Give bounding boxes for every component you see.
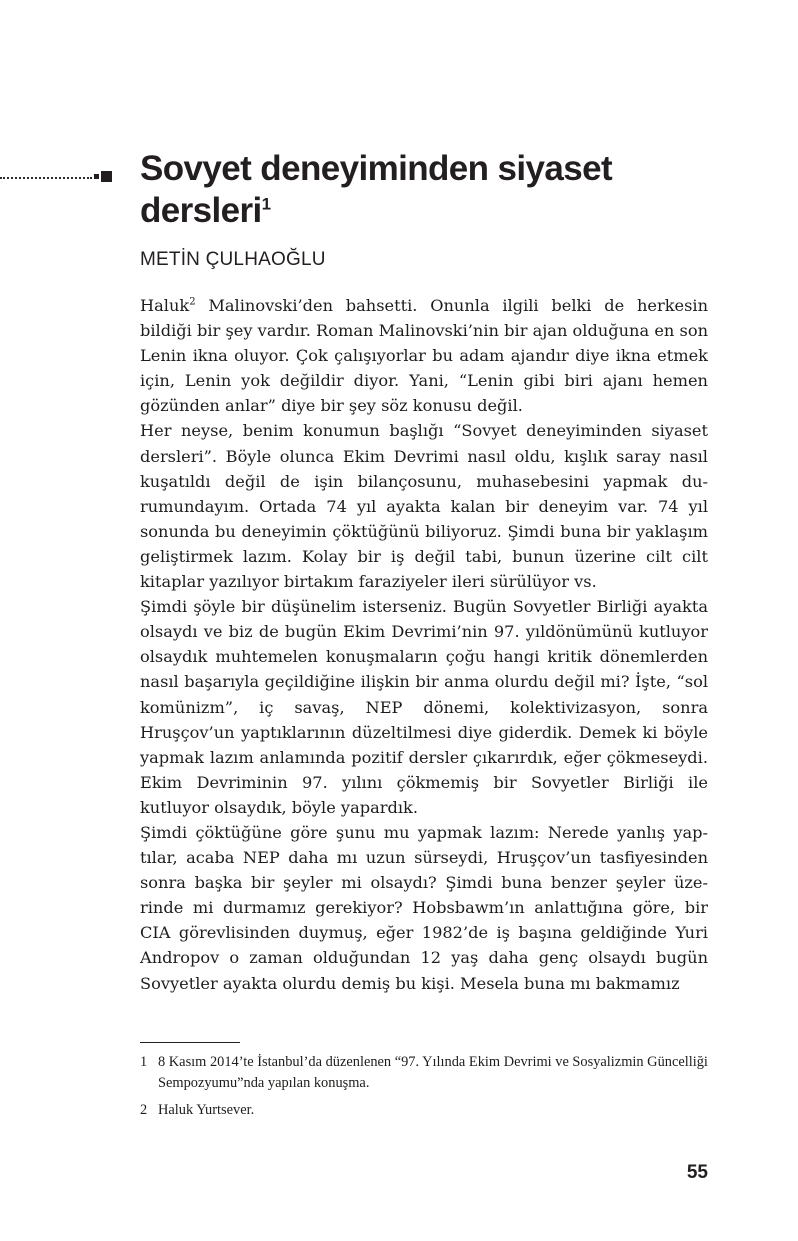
- footnote-number: 1: [140, 1054, 148, 1070]
- footnote-marker-2: 2: [189, 296, 196, 308]
- paragraph-1-lead: Haluk: [140, 296, 190, 315]
- article-body: [140, 272, 708, 996]
- paragraph-2: Her neyse, benim konumun başlığı “Sovyet deneyiminden siyaset dersleri”. Böyle olunca Ekim Devrimi nasıl oldu, kışlık saray nasıl kuşatıldı değil de işin bilançosunu, muhasebesini yapmak durumundayım. Ortada 74 yıl ayakta kalan bir deneyim var. 74 yıl sonunda bu deneyimin çöktüğünü biliyoruz. Şimdi buna bir yaklaşım geliştirmek lazım. Kolay bir iş değil tabi, bunun üzerine cilt cilt kitaplar yazılıyor birtakım faraziyeler ileri sürülüyor vs.: [140, 421, 708, 592]
- paragraph-3: Şimdi şöyle bir düşünelim isterseniz. Bugün Sovyetler Birliği ayakta olsaydı ve biz de bugün Ekim Devrimi’nin 97. yıldönümünü kutluyor olsaydık muhtemelen konuşmaların çoğu hangi kritik dönemlerden nasıl başarıyla geçildiğine ilişkin bir anma olurdu değil mi? İşte, “sol komünizm”, iç savaş, NEP dönemi, kolektivizasyon, sonra Hruşçov’un yaptıklarının düzeltilmesi diye giderdik. Demek ki böyle yapmak lazım anlamında pozitif dersler çıkarırdık, eğer çökmeseydi. Ekim Devriminin 97. yılını çökmemiş bir Sovyetler Birliği ile kutluyor olsaydık, böyle yapardık.: [140, 597, 708, 817]
- footnote-section: [140, 1042, 708, 1128]
- footnote-text: Haluk Yurtsever.: [158, 1102, 255, 1118]
- page-title: [140, 0, 708, 232]
- author-name: METİN ÇULHAOĞLU: [140, 249, 326, 270]
- footnote-item: [140, 1052, 708, 1093]
- title-line-2: dersleri: [140, 191, 262, 230]
- title-footnote-marker: 1: [261, 194, 272, 214]
- large-square-icon: [101, 171, 112, 182]
- title-line-1: Sovyet deneyiminden siyaset: [140, 149, 613, 188]
- paragraph-4: Şimdi çöktüğüne göre şunu mu yapmak lazım: Nerede yanlış yaptılar, acaba NEP daha mı uzun sürseydi, Hruşçov’un tasfiyesinden sonra başka bir şeyler mi olsaydı? Şimdi buna benzer şeyler üzerinde mi durmamız gerekiyor? Hobsbawm’ın anlattığına göre, bir CIA görevlisinden duymuş, eğer 1982’de iş başına geldiğinde Yuri Andropov o zaman olduğundan 12 yaş daha genç olsaydı bugün Sovyetler ayakta olurdu demiş bu kişi. Mesela buna mı bakmamız: [140, 822, 708, 993]
- footnote-item: [140, 1100, 708, 1121]
- footnote-separator-rule: [140, 1042, 240, 1043]
- paragraph-1-rest: Malinovski’den bahsetti. Onunla ilgili belki de herkesin bildiği bir şey vardır. Roman Malinovski’nin bir ajan olduğuna en son Lenin ikna oluyor. Çok çalışıyorlar bu adam ajandır diye ikna etmek için, Lenin yok değildir diyor. Yani, “Lenin gibi biri ajanı hemen gözünden anlar” diye bir şey söz konusu değil.: [140, 296, 708, 416]
- dotted-rule-decoration: [0, 170, 120, 186]
- dotted-line-icon: [0, 177, 92, 179]
- footnote-text: 8 Kasım 2014’te İstanbul’da düzenlenen “97. Yılında Ekim Devrimi ve Sosyalizmin Güncelliği Sempozyumu”nda yapılan konuşma.: [158, 1054, 708, 1091]
- page-number: 55: [686, 1162, 708, 1183]
- small-square-icon: [94, 174, 99, 179]
- paragraph-1: [140, 293, 708, 418]
- article-content: [140, 0, 708, 996]
- footnote-number: 2: [140, 1102, 148, 1118]
